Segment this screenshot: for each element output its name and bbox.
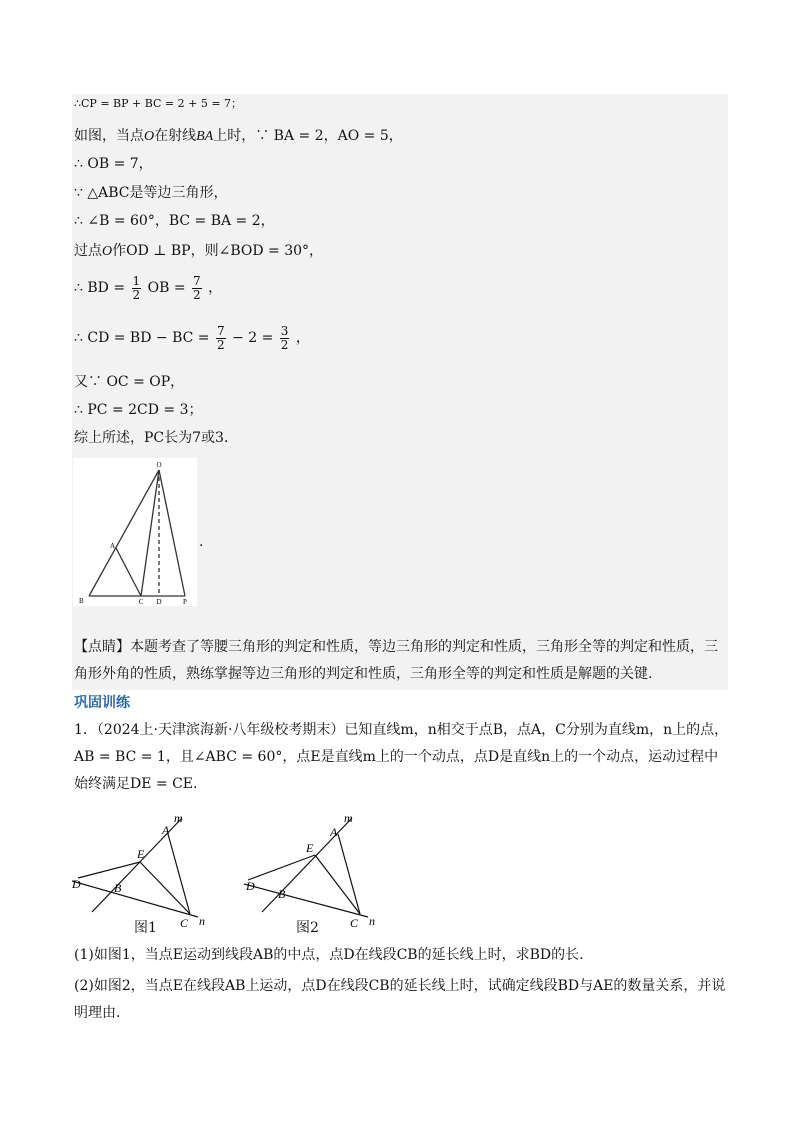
solution-line-8: ∴ CD = BD − BC = $\frac{7}{2}$ − 2 = $\frac{3}{2}$ ， [74,323,310,352]
section-title: 巩固训练 [74,695,130,711]
problem-figure-2 [240,810,420,940]
fig2-label-n: n [369,914,375,928]
solution-line-1: ∴CP = BP + BC = 2 + 5 = 7； [74,97,243,110]
figure-2-diagram [240,810,420,940]
figure-1-diagram [70,810,250,940]
fraction: $\frac{3}{2}$ [280,323,289,352]
fig1-label-m: m [174,811,183,825]
fig2-label-c: C [350,916,359,930]
fig1-label-c: C [180,916,189,930]
solution-line-3: ∴ OB = 7， [74,156,153,172]
solution-line-4: ∵ △ABC是等边三角形， [74,185,228,201]
solution-line-7: ∴ BD = $\frac{1}{2}$ OB = $\frac{7}{2}$ ， [74,273,223,302]
figure-2-caption: 图2 [296,920,319,936]
solution-line-2: 如图，当点O在射线BA上时，∵ BA = 2，AO = 5， [74,128,403,144]
solution-line-10: ∴ PC = 2CD = 3； [74,402,203,418]
fig1-label-d: D [72,877,81,891]
fig1-label-a: A [162,823,170,837]
fig-label-d: D [156,598,162,606]
solution-line-9: 又∵ OC = OP， [74,374,185,390]
solution-figure [73,458,197,606]
comment-paragraph: 【点睛】本题考查了等腰三角形的判定和性质，等边三角形的判定和性质，三角形全等的判定和性质，三角形外角的性质，熟练掌握等边三角形的判定和性质，三角形全等的判定和性质是解题的关键. [74,639,718,682]
fig2-label-e: E [306,841,314,855]
fig2-label-a: A [330,825,338,839]
fraction: $\frac{1}{2}$ [132,273,141,302]
fig2-label-m: m [344,811,353,825]
solution-line-6: 过点O作OD ⊥ BP，则∠BOD = 30°， [74,243,324,259]
fig1-label-n: n [199,914,205,928]
problem-figure-1 [70,810,250,940]
fig2-label-b: B [278,887,286,901]
fig-label-o: O [156,461,162,469]
fig1-label-e: E [137,847,145,861]
fig-label-c: C [138,598,144,606]
fig-label-a: A [110,542,116,550]
question-2: (2)如图2，当点E在线段AB上运动，点D在线段CB的延长线上时，试确定线段BD与AE的数量关系，并说明理由. [74,978,726,1021]
solution-line-5: ∴ ∠B = 60°，BC = BA = 2， [74,213,275,229]
figure-period: . [199,534,204,550]
fig1-label-b: B [114,881,122,895]
fig-label-b: B [79,597,84,605]
triangle-diagram [73,458,197,606]
figure-1-caption: 图1 [134,920,157,936]
problem-intro: 1．（2024上·天津滨海新·八年级校考期末）已知直线m，n相交于点B，点A，C分别为直线m，n上的点，AB = BC = 1，且∠ABC = 60°，点E是直线m上的一个动点，点D是直线n上的一个动点，运动过程中始终满足DE = CE. [74,722,729,792]
question-1: (1)如图1，当点E运动到线段AB的中点，点D在线段CB的延长线上时，求BD的长. [74,947,584,963]
solution-line-11: 综上所述，PC长为7或3． [74,430,238,446]
fig2-label-d: D [246,879,255,893]
fraction: $\frac{7}{2}$ [193,273,201,302]
fraction: $\frac{7}{2}$ [216,323,225,352]
fig-label-p: P [183,598,187,606]
